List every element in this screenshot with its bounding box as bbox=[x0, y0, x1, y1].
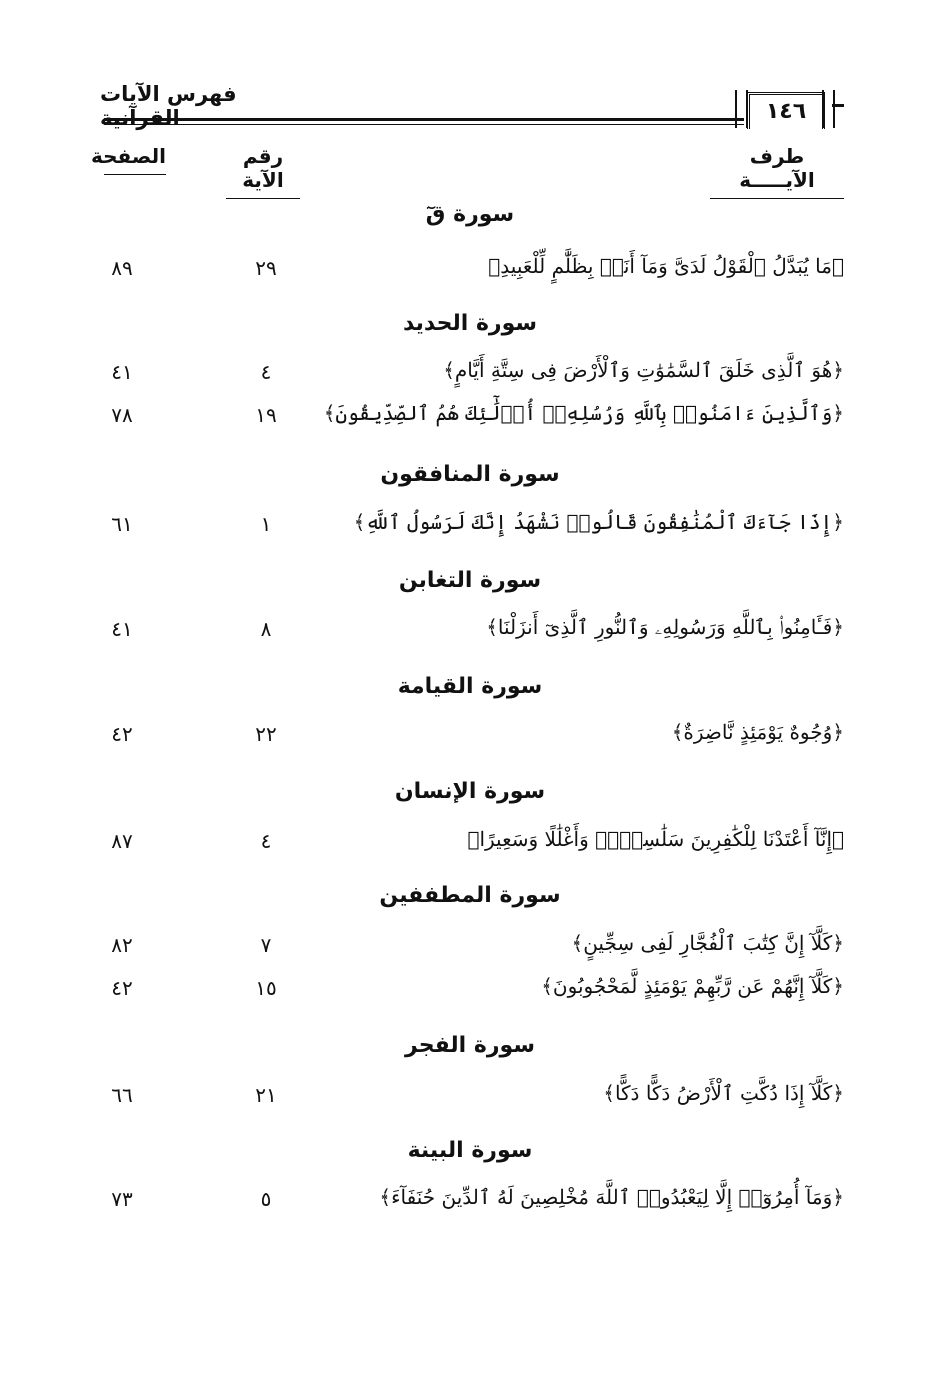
page-number-ornament-right bbox=[822, 90, 835, 128]
page-ref: ٨٩ bbox=[111, 256, 133, 280]
verse-text: ﴿كَلَّآ إِذَا دُكَّتِ ٱلْأَرْضُ دَكًّا دَكًّا﴾ bbox=[603, 1081, 844, 1105]
ayah-number: ٢٢ bbox=[255, 722, 277, 746]
running-title: فهرس الآيات القرآنية bbox=[100, 82, 237, 130]
ayah-number: ٤ bbox=[260, 360, 272, 384]
ayah-number: ١٥ bbox=[255, 976, 277, 1000]
page-ref: ٤٢ bbox=[111, 722, 133, 746]
surah-heading: سورة القيامة bbox=[397, 674, 543, 699]
column-header-page: الصفحة bbox=[104, 144, 166, 175]
page-ref: ٦٦ bbox=[111, 1083, 133, 1107]
page-ref: ٨٧ bbox=[111, 829, 133, 853]
surah-heading: سورة التغابن bbox=[398, 568, 542, 593]
verse-text: ﴿كَلَّآ إِنَّهُمْ عَن رَّبِّهِمْ يَوْمَئِذٍ لَّمَحْجُوبُونَ﴾ bbox=[541, 974, 844, 998]
surah-heading: سورة الحديد bbox=[402, 311, 538, 336]
ayah-number: ١ bbox=[260, 512, 272, 536]
ayah-number: ٧ bbox=[260, 933, 272, 957]
verse-text: ﴿وَٱلَّذِينَ ءَامَنُوا۟ بِٱللَّهِ وَرُسُلِهِۦٓ أُو۟لَٰٓئِكَ هُمُ ٱلصِّدِّيقُونَ﴾ bbox=[323, 401, 844, 425]
page-ref: ٤١ bbox=[111, 617, 133, 641]
verse-text: ﴿إِذَا جَآءَكَ ٱلْمُنَٰفِقُونَ قَالُوا۟ نَشْهَدُ إِنَّكَ لَرَسُولُ ٱللَّهِ﴾ bbox=[353, 510, 844, 534]
surah-heading: سورة البينة bbox=[407, 1138, 533, 1163]
page-ref: ٨٢ bbox=[111, 933, 133, 957]
verse-text: ﴿إِنَّآ أَعْتَدْنَا لِلْكَٰفِرِينَ سَلَٰسِلَا۟ وَأَغْلَٰلًا وَسَعِيرًا﴾ bbox=[467, 827, 844, 851]
verse-text: ﴿هُوَ ٱلَّذِى خَلَقَ ٱلسَّمَٰوَٰتِ وَٱلْأَرْضَ فِى سِتَّةِ أَيَّامٍ﴾ bbox=[443, 358, 844, 382]
verse-text: ﴿مَا يُبَدَّلُ ٱلْقَوْلُ لَدَىَّ وَمَآ أَنَا۠ بِظَلَّٰمٍ لِّلْعَبِيدِ﴾ bbox=[488, 254, 844, 278]
column-header-verse: طرف الآيـــــة bbox=[710, 144, 844, 199]
page-ref: ٤١ bbox=[111, 360, 133, 384]
ayah-number: ١٩ bbox=[255, 403, 277, 427]
header-rule bbox=[104, 118, 744, 121]
page-number: ١٤٦ bbox=[747, 92, 825, 129]
page-ref: ٦١ bbox=[111, 512, 133, 536]
surah-heading: سورة الفجر bbox=[405, 1033, 535, 1058]
ayah-number: ٢١ bbox=[255, 1083, 277, 1107]
verse-text: ﴿وَمَآ أُمِرُوٓا۟ إِلَّا لِيَعْبُدُوا۟ ٱللَّهَ مُخْلِصِينَ لَهُ ٱلدِّينَ حُنَفَآءَ﴾ bbox=[379, 1185, 844, 1209]
header-rule-end bbox=[832, 104, 844, 107]
page-ref: ٤٢ bbox=[111, 976, 133, 1000]
surah-heading: سورة المنافقون bbox=[380, 462, 560, 487]
page-ref: ٧٨ bbox=[111, 403, 133, 427]
ayah-number: ٢٩ bbox=[255, 256, 277, 280]
ayah-number: ٨ bbox=[260, 617, 272, 641]
surah-heading: سورة قٓ bbox=[425, 202, 515, 227]
verse-text: ﴿وُجُوهٌ يَوْمَئِذٍ نَّاضِرَةٌ﴾ bbox=[671, 720, 844, 744]
header-rule-thin bbox=[104, 124, 744, 125]
page-ref: ٧٣ bbox=[111, 1187, 133, 1211]
verse-text: ﴿كَلَّآ إِنَّ كِتَٰبَ ٱلْفُجَّارِ لَفِى سِجِّينٍ﴾ bbox=[571, 931, 844, 955]
column-header-ayah-number: رقم الآية bbox=[226, 144, 300, 199]
ayah-number: ٥ bbox=[260, 1187, 272, 1211]
surah-heading: سورة الإنسان bbox=[394, 779, 546, 804]
surah-heading: سورة المطففين bbox=[379, 883, 561, 908]
ayah-number: ٤ bbox=[260, 829, 272, 853]
verse-text: ﴿فَـَٔامِنُوا۟ بِٱللَّهِ وَرَسُولِهِۦ وَٱلنُّورِ ٱلَّذِىٓ أَنزَلْنَا﴾ bbox=[486, 615, 844, 639]
